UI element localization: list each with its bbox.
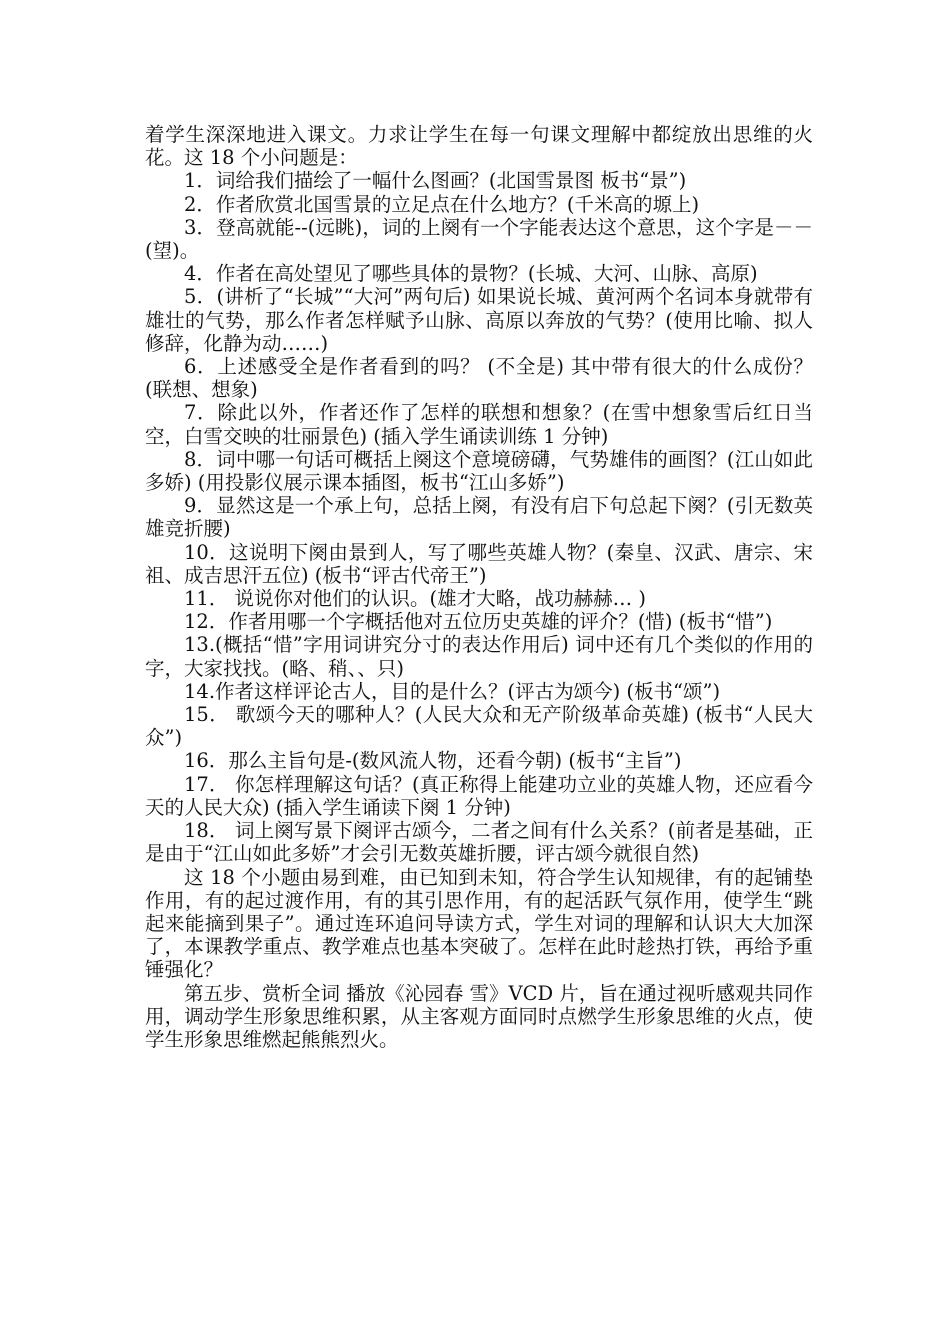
question-16: 16．那么主旨句是-(数风流人物，还看今朝) (板书“主旨”) bbox=[184, 749, 682, 773]
question-2: 2．作者欣赏北国雪景的立足点在什么地方？(千米高的塬上) bbox=[184, 192, 700, 216]
question-10: 10．这说明下阕由景到人，写了哪些英雄人物？(秦皇、汉武、唐宗、宋祖、成吉思汗五位) (板书“评古代帝王”) bbox=[145, 540, 813, 587]
question-3: 3．登高就能--(远眺)，词的上阕有一个字能表达这个意思，这个字是－－(望)。 bbox=[145, 215, 813, 263]
question-8: 8．词中哪一句话可概括上阕这个意境磅礴，气势雄伟的画图？(江山如此多娇) (用投影仪展示课本插图，板书“江山多娇”) bbox=[145, 447, 813, 495]
question-11: 11． 说说你对他们的认识。(雄才大略，战功赫赫… ) bbox=[184, 587, 646, 611]
question-7: 7．除此以外，作者还作了怎样的联想和想象？(在雪中想象雪后红日当空，白雪交映的壮丽景色) (插入学生诵读训练 1 分钟) bbox=[145, 401, 813, 448]
question-4: 4．作者在高处望见了哪些具体的景物？(长城、大河、山脉、高原) bbox=[184, 262, 758, 286]
question-6: 6．上述感受全是作者看到的吗？ (不全是) 其中带有很大的什么成份？(联想、想象) bbox=[145, 355, 813, 402]
question-17: 17． 你怎样理解这句话？(真正称得上能建功立业的英雄人物，还应看今天的人民大众) (插入学生诵读下阕 1 分钟) bbox=[145, 772, 813, 819]
question-9: 9．显然这是一个承上句，总括上阕，有没有启下句总起下阕？(引无数英雄竞折腰) bbox=[145, 494, 813, 541]
question-14: 14.作者这样评论古人，目的是什么？(评古为颂今) (板书“颂”) bbox=[184, 679, 721, 703]
step-five-paragraph: 第五步、赏析全词 播放《沁园春 雪》VCD 片，旨在通过视听感观共同作用，调动学生形象思维积累，从主客观方面同时点燃学生形象思维的火点，使学生形象思维燃起熊熊烈火。 bbox=[145, 981, 813, 1051]
paragraph-intro: 着学生深深地进入课文。力求让学生在每一句课文理解中都绽放出思维的火花。这 18 个小问题是： bbox=[145, 123, 813, 170]
question-12: 12．作者用哪一个字概括他对五位历史英雄的评介？(惜) (板书“惜”) bbox=[184, 610, 773, 634]
summary-paragraph: 这 18 个小题由易到难，由已知到未知，符合学生认知规律，有的起铺垫作用，有的起过渡作用，有的其引思作用，有的起活跃气氛作用，使学生“跳起来能摘到果子”。通过连环追问导读方式，学生对词的理解和认识大大加深了，本课教学重点、教学难点也基本突破了。怎样在此时趁热打铁，再给予重锤强化？ bbox=[145, 865, 813, 982]
question-5: 5．(讲析了“长城”“大河”两句后) 如果说长城、黄河两个名词本身就带有雄壮的气势，那么作者怎样赋予山脉、高原以奔放的气势？(使用比喻、拟人修辞，化静为动……) bbox=[145, 285, 813, 355]
question-13: 13.(概括“惜”字用词讲究分寸的表达作用后) 词中还有几个类似的作用的字，大家找找。(略、稍、、只) bbox=[145, 633, 813, 680]
document-body bbox=[145, 123, 813, 1051]
question-18: 18． 词上阕写景下阕评古颂今，二者之间有什么关系？(前者是基础，正是由于“江山如此多娇”才会引无数英雄折腰，评古颂今就很自然) bbox=[145, 819, 813, 866]
question-15: 15． 歌颂今天的哪种人？(人民大众和无产阶级革命英雄) (板书“人民大众”) bbox=[145, 703, 813, 750]
question-1: 1．词给我们描绘了一幅什么图画？(北国雪景图 板书“景”) bbox=[184, 169, 687, 193]
